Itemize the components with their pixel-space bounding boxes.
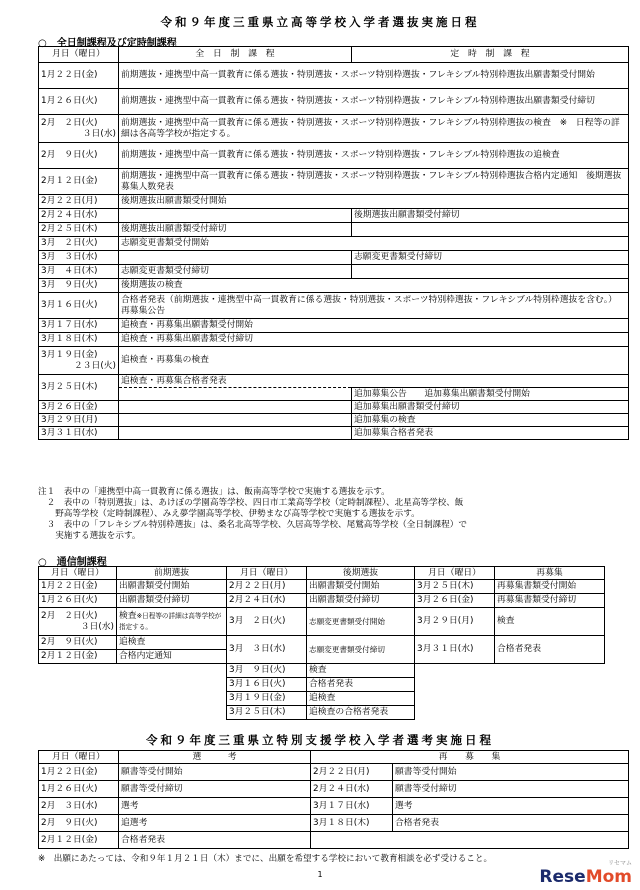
table-row bbox=[227, 608, 415, 636]
page-title: 令和９年度三重県立高等学校入学者選抜実施日程 bbox=[160, 15, 480, 29]
col-header-selection: 選 考 bbox=[119, 751, 311, 764]
note-line: ２ 表中の「特別選抜」は、あけぼの学園高等学校、四日市工業高等学校（定時制課程）、北星高等学校、飯 bbox=[38, 498, 464, 508]
table-row bbox=[39, 636, 227, 650]
row-event: 出願書類受付締切 bbox=[117, 594, 227, 608]
table-row bbox=[39, 347, 629, 375]
col-header-date: 月日（曜日） bbox=[39, 751, 119, 764]
row-date: 2月２２日(月) bbox=[39, 195, 119, 209]
special-support-schedule-table bbox=[38, 750, 629, 849]
row-event: 前期選抜・連携型中高一貫教育に係る選抜・特別選抜・スポーツ特別枠選抜・フレキシブル特別枠選抜出願書類受付開始 bbox=[119, 63, 629, 89]
row-event-rerecruit bbox=[311, 832, 629, 849]
row-event: 選考 bbox=[119, 798, 311, 815]
table-row bbox=[39, 401, 629, 414]
table-row bbox=[39, 195, 629, 209]
col-header-rerecruit: 再 募 集 bbox=[311, 751, 629, 764]
col-header-date: 月日（曜日） bbox=[39, 47, 119, 63]
row-date: 1月２６日(火) bbox=[39, 781, 119, 798]
page-number: 1 bbox=[317, 870, 323, 879]
row-date: 3月 ９日(火) bbox=[39, 279, 119, 293]
row-date: 3月 ２日(火) bbox=[39, 237, 119, 251]
table-row bbox=[39, 764, 629, 781]
row-date: 3月２９日(月) bbox=[415, 608, 495, 636]
row-event-parttime: 追加募集公告 追加募集出願書類受付開始 bbox=[352, 388, 629, 401]
row-date: 3月 ２日(火) bbox=[227, 608, 307, 636]
correspondence-early-table bbox=[38, 566, 227, 664]
row-event-fulltime bbox=[119, 427, 352, 440]
table-row bbox=[39, 580, 227, 594]
special-support-title: 令和９年度三重県立特別支援学校入学者選考実施日程 bbox=[146, 733, 494, 747]
row-event: 願書等受付開始 bbox=[119, 764, 311, 781]
table-row bbox=[227, 692, 415, 706]
row-event: 検査 bbox=[495, 608, 605, 636]
row-event: 願書等受付締切 bbox=[119, 781, 311, 798]
row-event-fulltime: 後期選抜出願書類受付締切 bbox=[119, 223, 352, 237]
row-date: 3月２５日(木) bbox=[39, 375, 119, 401]
row-date: 3月１７日(水) bbox=[39, 319, 119, 333]
note-line: ３ 表中の「フレキシブル特別枠選抜」は、桑名北高等学校、久居高等学校、尾鷲高等学校（全日制課程）で bbox=[38, 520, 467, 530]
row-event: 出願書類受付開始 bbox=[307, 580, 415, 594]
row-event: 検査 bbox=[307, 664, 415, 678]
row-event-parttime: 志願変更書類受付締切 bbox=[352, 251, 629, 265]
section-heading-correspondence: ○ 通信制課程 bbox=[38, 557, 107, 568]
table-row bbox=[39, 143, 629, 169]
table-row bbox=[39, 815, 629, 832]
row-event-parttime: 追加募集合格者発表 bbox=[352, 427, 629, 440]
row-event: 志願変更書類受付開始 bbox=[307, 608, 415, 636]
row-event: 合格者発表 bbox=[119, 832, 311, 849]
row-event-parttime bbox=[352, 223, 629, 237]
footer-note: ※ 出願にあたっては、令和９年１月２１日（木）までに、出願を希望する学校において教育相談を必ず受けること。 bbox=[38, 854, 493, 864]
section-heading-fulltime: ○ 全日制課程及び定時制課程 bbox=[38, 38, 177, 49]
row-date: 3月１６日(火) bbox=[227, 678, 307, 692]
row-date-rerecruit: 3月１８日(木) bbox=[311, 815, 393, 832]
row-date: 3月１９日(金) ２３日(火) bbox=[39, 347, 119, 375]
row-event: 追選考 bbox=[119, 815, 311, 832]
table-row bbox=[39, 319, 629, 333]
fulltime-parttime-schedule-table bbox=[38, 46, 629, 440]
table-row bbox=[39, 209, 629, 223]
row-event: 追検査・再募集の検査 bbox=[119, 347, 629, 375]
row-event-fulltime: 志願変更書類受付締切 bbox=[119, 265, 352, 279]
row-event: 出願書類受付開始 bbox=[117, 580, 227, 594]
row-date: 1月２６日(火) bbox=[39, 89, 119, 115]
col-header-rerecruit: 再募集 bbox=[495, 567, 605, 580]
row-event: 合格内定通知 bbox=[117, 650, 227, 664]
col-header-early: 前期選抜 bbox=[117, 567, 227, 580]
table-row bbox=[415, 580, 605, 594]
row-date: 2月２５日(木) bbox=[39, 223, 119, 237]
col-header-late: 後期選抜 bbox=[307, 567, 415, 580]
row-date: 3月２５日(木) bbox=[227, 706, 307, 720]
row-date: 3月１９日(金) bbox=[227, 692, 307, 706]
row-date-rerecruit: 3月１７日(水) bbox=[311, 798, 393, 815]
row-event: 前期選抜・連携型中高一貫教育に係る選抜・特別選抜・スポーツ特別枠選抜・フレキシブル特別枠選抜出願書類受付締切 bbox=[119, 89, 629, 115]
row-event-rerecruit: 合格者発表 bbox=[393, 815, 629, 832]
col-header-fulltime: 全 日 制 課 程 bbox=[119, 47, 352, 63]
row-event-rerecruit: 願書等受付締切 bbox=[393, 781, 629, 798]
row-date: 3月２６日(金) bbox=[39, 401, 119, 414]
row-date: 2月 ９日(火) bbox=[39, 636, 117, 650]
table-row bbox=[39, 89, 629, 115]
row-date: 2月 ２日(火) ３日(水) bbox=[39, 608, 117, 636]
table-row bbox=[227, 636, 415, 664]
table-row bbox=[39, 781, 629, 798]
row-date: 3月２５日(木) bbox=[415, 580, 495, 594]
notes-fulltime bbox=[38, 487, 628, 542]
row-event: 検査※日程等の詳細は高等学校が指定する。 bbox=[117, 608, 227, 636]
table-row bbox=[39, 414, 629, 427]
row-date: 3月２６日(金) bbox=[415, 594, 495, 608]
row-event: 志願変更書類受付締切 bbox=[307, 636, 415, 664]
table-row bbox=[227, 706, 415, 720]
row-event: 合格者発表 bbox=[495, 636, 605, 664]
row-event-parttime: 追加募集出願書類受付締切 bbox=[352, 401, 629, 414]
table-row bbox=[415, 636, 605, 664]
row-date: 3月３１日(水) bbox=[415, 636, 495, 664]
table-row bbox=[39, 293, 629, 319]
row-date: 1月２２日(金) bbox=[39, 580, 117, 594]
row-date: 2月２４日(水) bbox=[227, 594, 307, 608]
row-event-parttime: 追加募集の検査 bbox=[352, 414, 629, 427]
col-header-date: 月日（曜日） bbox=[415, 567, 495, 580]
row-date: 2月１２日(金) bbox=[39, 169, 119, 195]
row-event: 再募集書類受付開始 bbox=[495, 580, 605, 594]
correspondence-rerecruit-table bbox=[414, 566, 605, 664]
table-row bbox=[39, 375, 629, 388]
table-row bbox=[39, 63, 629, 89]
table-row bbox=[39, 594, 227, 608]
row-event: 追検査・再募集出願書類受付締切 bbox=[119, 333, 629, 347]
row-event-fulltime bbox=[119, 209, 352, 223]
row-date: 3月 ４日(木) bbox=[39, 265, 119, 279]
row-date: 2月２４日(水) bbox=[39, 209, 119, 223]
row-date: 1月２２日(金) bbox=[39, 63, 119, 89]
note-line: 注１ 表中の「連携型中高一貫教育に係る選抜」は、飯南高等学校で実施する選抜を示す。 bbox=[38, 487, 390, 497]
row-event: 後期選抜出願書類受付開始 bbox=[119, 195, 629, 209]
col-header-date: 月日（曜日） bbox=[39, 567, 117, 580]
row-date: 2月 ９日(火) bbox=[39, 143, 119, 169]
row-date: 2月 ３日(水) bbox=[39, 798, 119, 815]
row-date: 2月 ２日(火) ３日(水) bbox=[39, 115, 119, 143]
table-row bbox=[39, 388, 629, 401]
correspondence-late-table bbox=[226, 566, 415, 720]
table-row bbox=[39, 169, 629, 195]
row-date: 2月 ９日(火) bbox=[39, 815, 119, 832]
row-event-fulltime bbox=[119, 414, 352, 427]
row-date: 3月 ９日(火) bbox=[227, 664, 307, 678]
row-event: 前期選抜・連携型中高一貫教育に係る選抜・特別選抜・スポーツ特別枠選抜・フレキシブル特別枠選抜の検査 ※ 日程等の詳細は各高等学校が指定する。 bbox=[119, 115, 629, 143]
table-row bbox=[39, 333, 629, 347]
table-row bbox=[227, 580, 415, 594]
table-row bbox=[39, 832, 629, 849]
row-date: 2月１２日(金) bbox=[39, 832, 119, 849]
row-event: 前期選抜・連携型中高一貫教育に係る選抜・特別選抜・スポーツ特別枠選抜・フレキシブル特別枠選抜の追検査 bbox=[119, 143, 629, 169]
table-row bbox=[39, 608, 227, 636]
row-date: 2月１２日(金) bbox=[39, 650, 117, 664]
table-row bbox=[415, 594, 605, 608]
table-row bbox=[227, 594, 415, 608]
row-date: 3月２９日(月) bbox=[39, 414, 119, 427]
col-header-date: 月日（曜日） bbox=[227, 567, 307, 580]
row-event: 前期選抜・連携型中高一貫教育に係る選抜・特別選抜・スポーツ特別枠選抜・フレキシブル特別枠選抜合格内定通知 後期選抜募集人数発表 bbox=[119, 169, 629, 195]
row-date: 3月１８日(木) bbox=[39, 333, 119, 347]
row-event: 追検査・再募集合格者発表 bbox=[119, 375, 629, 388]
table-row bbox=[39, 265, 629, 279]
row-event: 追検査 bbox=[117, 636, 227, 650]
row-date: 1月２２日(金) bbox=[39, 764, 119, 781]
row-event: 後期選抜の検査 bbox=[119, 279, 629, 293]
note-line: 野高等学校（定時制課程）、みえ夢学園高等学校、伊勢まなび高等学校で実施する選抜を示す。 bbox=[38, 509, 420, 519]
row-event-rerecruit: 選考 bbox=[393, 798, 629, 815]
row-event: 追検査の合格者発表 bbox=[307, 706, 415, 720]
row-date-rerecruit: 2月２４日(水) bbox=[311, 781, 393, 798]
table-row bbox=[39, 427, 629, 440]
row-date: 3月 ３日(水) bbox=[39, 251, 119, 265]
note-line: 実施する選抜を示す。 bbox=[38, 531, 141, 541]
table-row bbox=[39, 223, 629, 237]
row-event: 出願書類受付締切 bbox=[307, 594, 415, 608]
row-event-parttime bbox=[352, 265, 629, 279]
row-event: 志願変更書類受付開始 bbox=[119, 237, 629, 251]
row-event: 追検査 bbox=[307, 692, 415, 706]
table-row bbox=[227, 678, 415, 692]
table-row bbox=[39, 279, 629, 293]
row-event: 再募集書類受付締切 bbox=[495, 594, 605, 608]
row-date: 3月１６日(火) bbox=[39, 293, 119, 319]
row-date: 1月２６日(火) bbox=[39, 594, 117, 608]
table-row bbox=[227, 664, 415, 678]
row-event: 合格者発表（前期選抜・連携型中高一貫教育に係る選抜・特別選抜・スポーツ特別枠選抜・フレキシブル特別枠選抜を含む。） 再募集公告 bbox=[119, 293, 629, 319]
table-row bbox=[39, 798, 629, 815]
row-event-rerecruit: 願書等受付開始 bbox=[393, 764, 629, 781]
row-event: 合格者発表 bbox=[307, 678, 415, 692]
row-date: 2月２２日(月) bbox=[227, 580, 307, 594]
row-event-parttime: 後期選抜出願書類受付締切 bbox=[352, 209, 629, 223]
row-event-fulltime bbox=[119, 388, 352, 401]
row-event-fulltime bbox=[119, 251, 352, 265]
table-row bbox=[415, 608, 605, 636]
col-header-parttime: 定 時 制 課 程 bbox=[352, 47, 629, 63]
table-row bbox=[39, 251, 629, 265]
row-date: 3月 ３日(水) bbox=[227, 636, 307, 664]
row-date-rerecruit: 2月２２日(月) bbox=[311, 764, 393, 781]
table-row bbox=[39, 115, 629, 143]
row-date: 3月３１日(水) bbox=[39, 427, 119, 440]
resemom-logo: リセマム ReseMom bbox=[539, 860, 632, 887]
table-row bbox=[39, 237, 629, 251]
row-event-fulltime bbox=[119, 401, 352, 414]
row-event: 追検査・再募集出願書類受付開始 bbox=[119, 319, 629, 333]
table-row bbox=[39, 650, 227, 664]
